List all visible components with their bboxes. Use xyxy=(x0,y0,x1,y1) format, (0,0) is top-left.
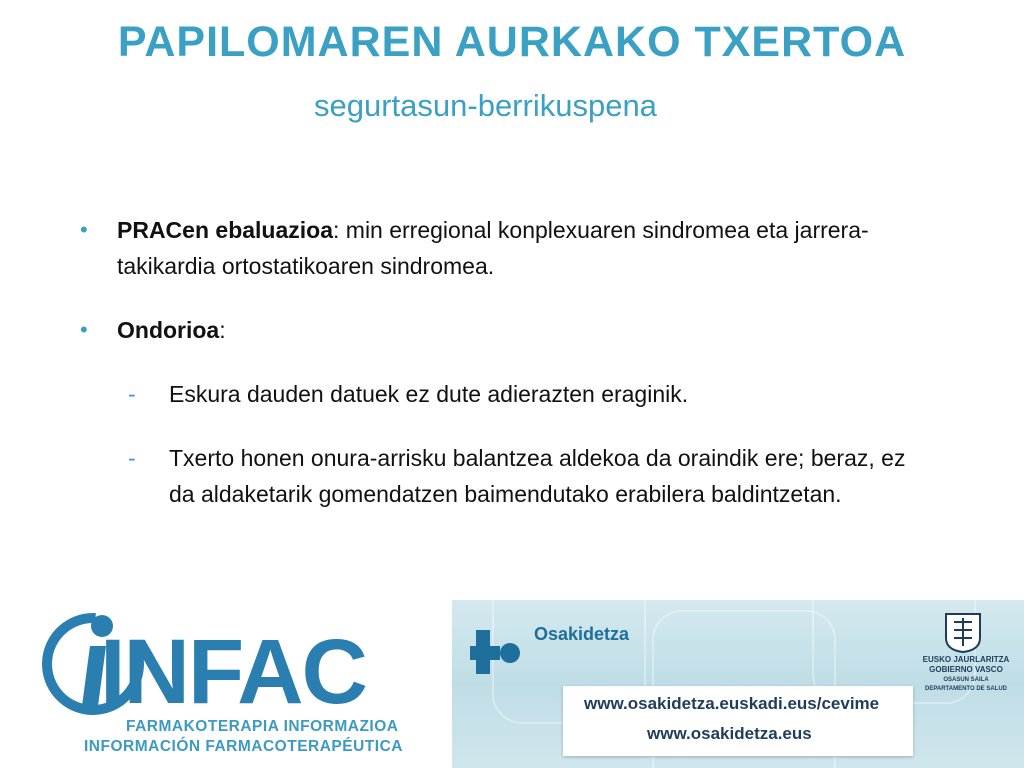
bullet-text: : min erregional konplexuaren sindromea eta jarrera-takikardia ortostatikoaren sindromea. xyxy=(117,217,869,279)
osakidetza-name: Osakidetza xyxy=(534,624,630,644)
gov-dept-basque: OSASUN SAILA xyxy=(943,677,989,683)
bullet-marker: • xyxy=(80,317,88,342)
infac-tagline-spanish: INFORMACIÓN FARMACOTERAPÉUTICA xyxy=(84,738,403,755)
infac-logo-text: INFAC xyxy=(100,621,366,723)
slide-body xyxy=(80,212,910,540)
sub-bullet-item xyxy=(80,376,910,412)
sub-bullet-marker: - xyxy=(128,445,136,471)
bullet-bold-label: Ondorioa xyxy=(117,317,220,343)
bullet-item xyxy=(80,212,910,284)
basque-government-shield-icon xyxy=(940,612,986,654)
bullet-text: : xyxy=(219,317,226,343)
osakidetza-url-link[interactable]: www.osakidetza.eus xyxy=(647,724,812,743)
infac-tagline-basque: FARMAKOTERAPIA INFORMAZIOA xyxy=(126,718,399,735)
sub-bullet-text: Txerto honen onura-arrisku balantzea aldekoa da oraindik ere; beraz, ez da aldaketarik gomendatzen baimendutako erabilera baldintzetan. xyxy=(169,445,906,507)
osakidetza-cross-icon xyxy=(470,622,526,682)
sub-bullet-item xyxy=(80,440,910,512)
sub-bullet-text: Eskura dauden datuek ez dute adierazten eraginik. xyxy=(169,381,689,407)
slide-title: PAPILOMAREN AURKAKO TXERTOA xyxy=(117,18,907,66)
gov-label-basque: EUSKO JAURLARITZA xyxy=(922,655,1010,664)
gov-label-spanish: GOBIERNO VASCO xyxy=(929,665,1003,674)
slide-subtitle: segurtasun-berrikuspena xyxy=(314,88,657,123)
bullet-item xyxy=(80,312,910,348)
bullet-marker: • xyxy=(80,217,88,242)
gov-dept-spanish: DEPARTAMENTO DE SALUD xyxy=(924,686,1007,692)
sub-bullet-marker: - xyxy=(128,381,136,407)
cevime-url-link[interactable]: www.osakidetza.euskadi.eus/cevime xyxy=(584,694,880,713)
bullet-bold-label: PRACen ebaluazioa xyxy=(117,217,333,243)
